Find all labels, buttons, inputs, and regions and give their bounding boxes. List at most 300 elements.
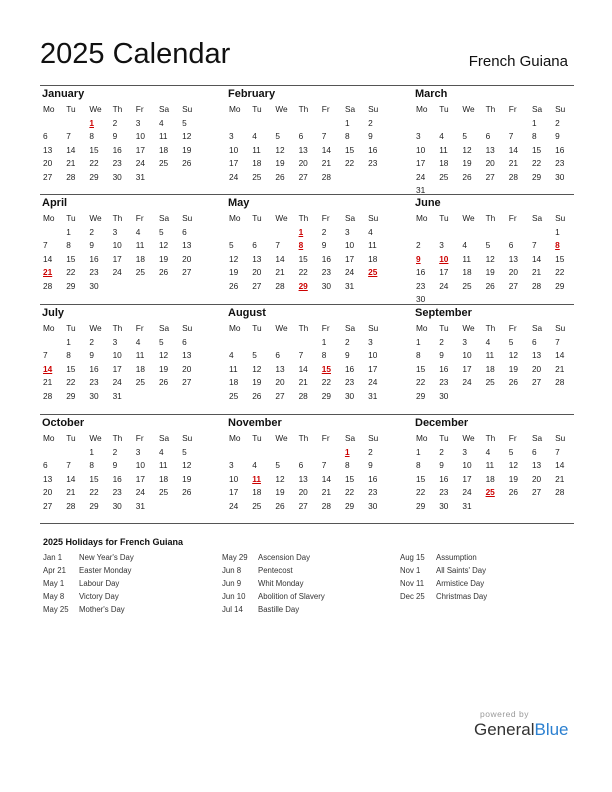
day-cell: 5 (182, 117, 187, 128)
day-cell: 4 (252, 460, 257, 470)
day-cell: 2 (439, 446, 444, 457)
weekday-label: Mo (229, 323, 241, 333)
day-cell: 11 (368, 240, 377, 250)
weekday-label: Su (555, 104, 566, 114)
day-cell: 3 (344, 226, 350, 237)
day-cell: 12 (182, 131, 192, 141)
holiday-day-cell: 29 (298, 280, 308, 291)
holiday-row (400, 564, 575, 577)
day-cell: 4 (252, 131, 257, 141)
day-cell: 21 (43, 377, 53, 387)
month-days-grid (226, 322, 386, 403)
day-cell: 27 (275, 390, 285, 401)
day-cell: 15 (416, 363, 426, 374)
month-name: April (42, 197, 68, 209)
holiday-row (43, 551, 218, 564)
day-cell: 27 (508, 280, 518, 291)
day-cell: 23 (368, 487, 378, 497)
weekday-label: Mo (416, 433, 428, 443)
day-cell: 14 (321, 473, 331, 484)
day-cell: 13 (43, 144, 53, 155)
day-cell: 19 (158, 363, 169, 374)
day-cell: 6 (43, 131, 48, 141)
day-cell: 31 (135, 500, 145, 511)
day-cell: 16 (439, 473, 449, 484)
day-cell: 6 (275, 350, 280, 360)
day-cell: 12 (275, 473, 285, 484)
day-cell: 3 (229, 460, 234, 470)
weekday-label: Mo (229, 213, 241, 223)
day-cell: 10 (462, 460, 472, 470)
day-cell: 6 (531, 336, 537, 347)
day-cell: 20 (508, 267, 518, 277)
empty-cell (40, 336, 63, 350)
day-cell: 28 (508, 171, 518, 182)
day-cell: 17 (462, 363, 472, 374)
holiday-date: Nov 1 (400, 566, 421, 575)
day-cell: 10 (368, 350, 378, 360)
weekday-label: Fr (321, 433, 330, 443)
day-cell: 18 (135, 363, 145, 374)
day-cell: 8 (344, 131, 350, 141)
day-cell: 13 (252, 253, 262, 264)
weekday-label: Su (555, 213, 566, 223)
day-cell: 12 (508, 350, 518, 360)
empty-cell (483, 117, 506, 131)
day-cell: 2 (439, 336, 444, 347)
weekday-label: Tu (66, 213, 76, 223)
weekday-label: Tu (252, 323, 262, 333)
day-cell: 22 (298, 267, 308, 277)
day-cell: 26 (275, 171, 285, 182)
day-cell: 19 (485, 267, 495, 277)
day-cell: 24 (416, 171, 426, 182)
holiday-date: Dec 25 (400, 592, 425, 601)
day-cell: 19 (275, 158, 285, 168)
day-cell: 25 (158, 487, 169, 497)
day-cell: 16 (416, 267, 426, 277)
day-cell: 20 (485, 158, 495, 168)
empty-cell (319, 446, 342, 460)
holiday-name: New Year's Day (79, 553, 134, 562)
day-cell: 29 (321, 390, 331, 401)
month-days-grid (40, 212, 200, 293)
day-cell: 17 (368, 363, 378, 374)
day-cell: 30 (439, 500, 449, 511)
empty-cell (40, 226, 63, 240)
day-cell: 27 (485, 171, 495, 182)
day-cell: 8 (531, 131, 537, 141)
day-cell: 9 (89, 240, 94, 250)
day-cell: 7 (321, 460, 327, 470)
day-cell: 23 (555, 158, 565, 168)
weekday-label: Fr (135, 213, 144, 223)
day-cell: 19 (158, 253, 169, 264)
day-cell: 20 (182, 363, 192, 374)
day-cell: 14 (555, 460, 565, 470)
holiday-day-cell: 14 (43, 363, 53, 374)
day-cell: 23 (439, 487, 449, 497)
day-cell: 5 (158, 226, 164, 237)
holiday-row (43, 603, 218, 616)
month-name: November (228, 417, 282, 429)
empty-cell (249, 117, 272, 131)
day-cell: 26 (182, 487, 192, 497)
day-cell: 4 (368, 226, 373, 237)
day-cell: 8 (89, 460, 94, 470)
day-cell: 28 (43, 390, 53, 401)
day-cell: 15 (66, 253, 76, 264)
empty-cell (226, 226, 249, 240)
month-days-grid (226, 103, 386, 184)
brand-general: General (474, 720, 535, 739)
day-cell: 9 (344, 350, 350, 360)
day-cell: 14 (43, 253, 53, 264)
day-cell: 24 (135, 158, 145, 168)
day-cell: 31 (344, 280, 355, 291)
day-cell: 14 (66, 144, 76, 155)
day-cell: 26 (158, 267, 169, 277)
day-cell: 19 (229, 267, 239, 277)
day-cell: 10 (229, 144, 239, 155)
weekday-label: Tu (439, 323, 449, 333)
day-cell: 13 (43, 473, 53, 484)
empty-cell (413, 117, 436, 131)
weekday-label: Su (182, 104, 193, 114)
weekday-label: Sa (344, 213, 356, 223)
holiday-row (222, 590, 397, 603)
holiday-day-cell: 1 (89, 117, 94, 128)
holiday-row (400, 590, 575, 603)
empty-cell (249, 336, 272, 350)
day-cell: 19 (275, 487, 285, 497)
day-cell: 30 (439, 390, 449, 401)
day-cell: 17 (135, 473, 145, 484)
day-cell: 26 (182, 158, 192, 168)
day-cell: 16 (89, 253, 99, 264)
day-cell: 13 (485, 144, 495, 155)
day-cell: 2 (321, 226, 327, 237)
day-cell: 7 (275, 240, 280, 250)
day-cell: 30 (89, 390, 99, 401)
day-cell: 28 (43, 280, 53, 291)
day-cell: 7 (321, 131, 327, 141)
holiday-date: Jan 1 (43, 553, 63, 562)
weekday-label: Sa (158, 104, 170, 114)
day-cell: 25 (229, 390, 239, 401)
weekday-label: Tu (439, 433, 449, 443)
day-cell: 29 (89, 500, 99, 511)
day-cell: 27 (531, 377, 542, 387)
day-cell: 3 (416, 131, 421, 141)
weekday-label: Su (368, 433, 379, 443)
generalblue-logo[interactable] (474, 720, 569, 740)
weekday-label: Tu (252, 213, 262, 223)
month-days-grid (40, 432, 200, 513)
day-cell: 22 (66, 377, 76, 387)
day-cell: 21 (66, 487, 76, 497)
day-cell: 2 (112, 446, 118, 457)
day-cell: 21 (508, 158, 518, 168)
day-cell: 2 (368, 117, 373, 128)
day-cell: 2 (112, 117, 118, 128)
month-name: August (228, 307, 266, 319)
day-cell: 23 (321, 267, 331, 277)
weekday-label: Su (555, 323, 566, 333)
day-cell: 9 (112, 131, 118, 141)
day-cell: 9 (321, 240, 327, 250)
day-cell: 16 (344, 363, 355, 374)
day-cell: 22 (344, 158, 355, 168)
month-name: October (42, 417, 85, 429)
day-cell: 9 (112, 460, 118, 470)
weekday-label: Sa (344, 323, 356, 333)
holiday-day-cell: 21 (43, 267, 53, 277)
weekday-label: Th (298, 213, 309, 223)
day-cell: 4 (135, 336, 141, 347)
day-cell: 13 (298, 144, 308, 155)
day-cell: 24 (112, 377, 122, 387)
day-cell: 15 (89, 473, 99, 484)
holiday-date: Aug 15 (400, 553, 425, 562)
weekday-label: Fr (508, 433, 517, 443)
day-cell: 5 (275, 460, 280, 470)
holiday-name: Abolition of Slavery (258, 592, 325, 601)
holiday-date: Jul 14 (222, 605, 243, 614)
day-cell: 25 (252, 500, 262, 511)
day-cell: 29 (531, 171, 542, 182)
day-cell: 18 (158, 473, 169, 484)
weekday-label: Fr (321, 104, 330, 114)
day-cell: 19 (252, 377, 262, 387)
empty-cell (63, 117, 86, 131)
holiday-name: Armistice Day (436, 579, 485, 588)
day-cell: 5 (508, 446, 514, 457)
day-cell: 31 (416, 185, 426, 195)
day-cell: 12 (485, 253, 495, 264)
holiday-date: May 25 (43, 605, 69, 614)
day-cell: 3 (462, 336, 467, 347)
holiday-name: Bastille Day (258, 605, 300, 614)
day-cell: 25 (485, 377, 495, 387)
day-cell: 8 (416, 460, 421, 470)
day-cell: 20 (43, 158, 53, 168)
day-cell: 17 (439, 267, 449, 277)
weekday-label: Mo (229, 433, 241, 443)
day-cell: 13 (298, 473, 308, 484)
month-name: June (415, 197, 441, 209)
weekday-label: Th (112, 104, 123, 114)
day-cell: 18 (462, 267, 472, 277)
month-name: January (42, 88, 85, 100)
empty-cell (272, 446, 295, 460)
day-cell: 2 (89, 226, 94, 237)
day-cell: 1 (416, 336, 421, 347)
day-cell: 5 (182, 446, 187, 457)
day-cell: 14 (555, 350, 565, 360)
day-cell: 23 (368, 158, 378, 168)
day-cell: 31 (135, 171, 145, 182)
weekday-label: Sa (531, 213, 543, 223)
month-name: December (415, 417, 469, 429)
day-cell: 18 (158, 144, 169, 155)
day-cell: 14 (298, 363, 308, 374)
weekday-label: We (275, 433, 288, 443)
holiday-row (222, 577, 397, 590)
weekday-label: Fr (135, 104, 144, 114)
day-cell: 5 (158, 336, 164, 347)
day-cell: 18 (135, 253, 145, 264)
day-cell: 23 (89, 267, 99, 277)
day-cell: 12 (252, 363, 262, 374)
day-cell: 14 (321, 144, 331, 155)
holiday-row (222, 603, 397, 616)
day-cell: 22 (555, 267, 565, 277)
day-cell: 1 (555, 226, 560, 237)
empty-cell (459, 117, 482, 131)
day-cell: 16 (321, 253, 331, 264)
day-cell: 21 (275, 267, 285, 277)
day-cell: 10 (112, 240, 122, 250)
day-cell: 9 (89, 350, 94, 360)
day-cell: 24 (229, 500, 239, 511)
day-cell: 11 (135, 350, 145, 360)
day-cell: 21 (321, 158, 331, 168)
day-cell: 16 (89, 363, 99, 374)
month-days-grid (226, 212, 386, 293)
holiday-day-cell: 11 (252, 473, 261, 484)
month-days-grid (413, 103, 573, 198)
holiday-day-cell: 8 (298, 240, 304, 250)
day-cell: 25 (462, 280, 472, 291)
weekday-label: Su (368, 323, 379, 333)
month-days-grid (226, 432, 386, 513)
weekday-label: We (275, 104, 288, 114)
weekday-label: Sa (158, 213, 170, 223)
day-cell: 9 (439, 350, 444, 360)
day-cell: 19 (508, 363, 518, 374)
weekday-label: We (89, 323, 102, 333)
day-cell: 28 (66, 500, 76, 511)
day-cell: 13 (182, 350, 192, 360)
day-cell: 20 (298, 158, 308, 168)
day-cell: 30 (112, 171, 122, 182)
weekday-label: Mo (43, 323, 55, 333)
weekday-label: Th (485, 104, 496, 114)
day-cell: 26 (252, 390, 262, 401)
day-cell: 28 (321, 171, 331, 182)
divider (40, 85, 574, 86)
day-cell: 20 (182, 253, 192, 264)
day-cell: 22 (321, 377, 331, 387)
day-cell: 3 (439, 240, 444, 250)
day-cell: 12 (508, 460, 518, 470)
weekday-label: Mo (43, 104, 55, 114)
empty-cell (272, 336, 295, 350)
day-cell: 20 (298, 487, 308, 497)
day-cell: 29 (416, 500, 426, 511)
holiday-row (43, 590, 218, 603)
holiday-name: All Saints' Day (436, 566, 487, 575)
day-cell: 8 (321, 350, 327, 360)
empty-cell (529, 226, 552, 240)
day-cell: 16 (555, 144, 565, 155)
day-cell: 31 (462, 500, 472, 511)
day-cell: 28 (555, 377, 565, 387)
day-cell: 6 (298, 460, 304, 470)
holiday-day-cell: 10 (439, 253, 449, 264)
day-cell: 15 (531, 144, 542, 155)
weekday-label: Mo (416, 213, 428, 223)
weekday-label: Fr (508, 213, 517, 223)
day-cell: 16 (368, 473, 378, 484)
day-cell: 15 (555, 253, 565, 264)
day-cell: 24 (368, 377, 378, 387)
day-cell: 18 (485, 363, 495, 374)
empty-cell (272, 117, 295, 131)
day-cell: 5 (252, 350, 257, 360)
day-cell: 7 (508, 131, 514, 141)
day-cell: 17 (112, 253, 122, 264)
holiday-date: Jun 10 (222, 592, 246, 601)
weekday-label: Tu (252, 104, 262, 114)
holiday-day-cell: 1 (344, 446, 350, 457)
day-cell: 8 (89, 131, 94, 141)
day-cell: 12 (229, 253, 239, 264)
holiday-row (400, 551, 575, 564)
month-name: February (228, 88, 276, 100)
day-cell: 29 (555, 280, 565, 291)
day-cell: 3 (135, 117, 141, 128)
empty-cell (436, 226, 459, 240)
empty-cell (296, 446, 319, 460)
weekday-label: Su (368, 213, 379, 223)
weekday-label: Sa (344, 433, 356, 443)
day-cell: 30 (344, 390, 355, 401)
day-cell: 6 (252, 240, 257, 250)
day-cell: 29 (66, 390, 76, 401)
empty-cell (413, 226, 436, 240)
holiday-day-cell: 8 (555, 240, 560, 250)
weekday-label: Sa (344, 104, 356, 114)
day-cell: 6 (298, 131, 304, 141)
day-cell: 5 (275, 131, 280, 141)
day-cell: 11 (485, 350, 495, 360)
day-cell: 13 (182, 240, 192, 250)
holiday-name: Easter Monday (79, 566, 132, 575)
day-cell: 17 (112, 363, 122, 374)
weekday-label: Su (368, 104, 379, 114)
day-cell: 14 (508, 144, 518, 155)
holiday-row (43, 577, 218, 590)
holiday-name: Ascension Day (258, 553, 311, 562)
brand-blue: Blue (534, 720, 569, 739)
weekday-label: Th (485, 433, 496, 443)
holiday-date: May 1 (43, 579, 65, 588)
day-cell: 18 (252, 487, 262, 497)
day-cell: 14 (531, 253, 542, 264)
country-name: French Guiana (468, 53, 568, 70)
holiday-date: Apr 21 (43, 566, 66, 575)
holidays-title: 2025 Holidays for French Guiana (43, 537, 184, 547)
day-cell: 15 (416, 473, 426, 484)
day-cell: 24 (112, 267, 122, 277)
holiday-day-cell: 9 (416, 253, 421, 264)
day-cell: 26 (508, 487, 518, 497)
holiday-name: Victory Day (79, 592, 119, 601)
day-cell: 2 (555, 117, 560, 128)
day-cell: 1 (531, 117, 537, 128)
